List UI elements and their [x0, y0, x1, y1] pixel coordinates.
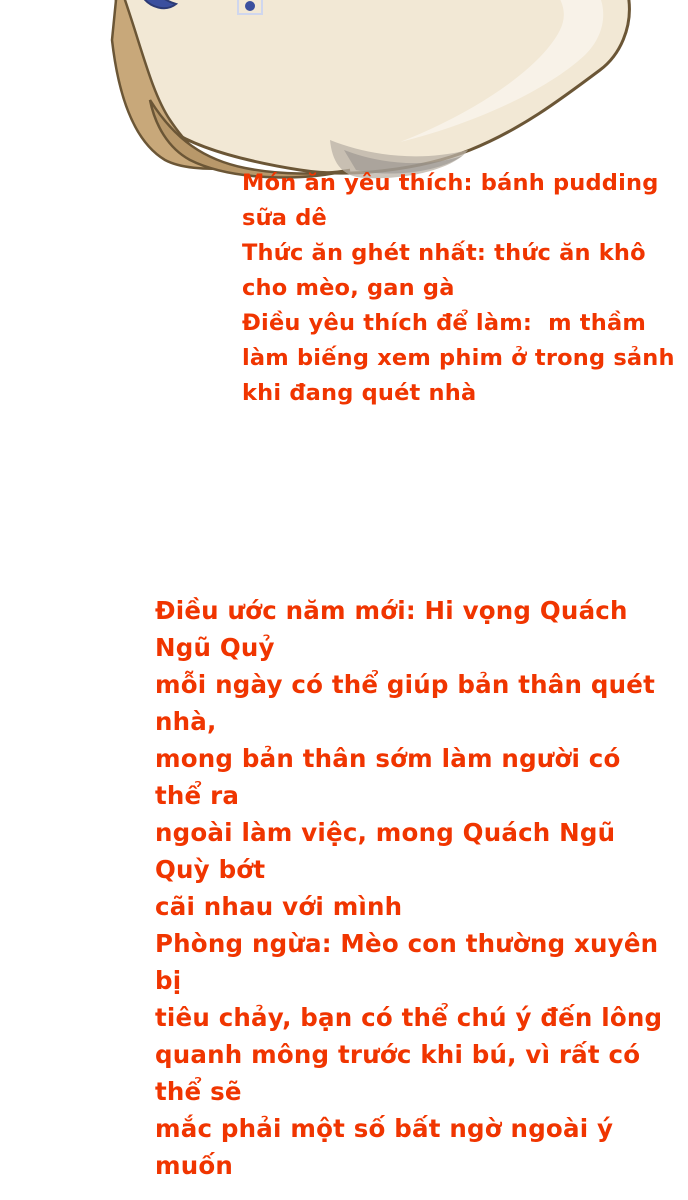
profile-line: Món ăn yêu thích: bánh pudding [242, 170, 659, 196]
wish-text-block [155, 592, 675, 1184]
wish-line: Phòng ngừa: Mèo con thường xuyên bị [155, 929, 668, 995]
profile-line: sữa dê [242, 205, 327, 231]
wish-line: quanh mông trước khi bú, vì rất có thể sẽ [155, 1040, 650, 1106]
wish-line: mắc phải một số bất ngờ ngoài ý muốn [155, 1114, 622, 1180]
profile-line: cho mèo, gan gà [242, 275, 455, 301]
wish-line: mỗi ngày có thể giúp bản thân quét nhà, [155, 670, 664, 736]
wish-line: mong bản thân sớm làm người có thể ra [155, 744, 630, 810]
profile-text-block [242, 166, 682, 411]
wish-line: Điều ước năm mới: Hi vọng Quách Ngũ Quỷ [155, 596, 637, 662]
wish-line: cãi nhau với mình [155, 892, 403, 921]
profile-line: làm biếng xem phim ở trong sảnh [242, 345, 675, 371]
wish-line: ngoài làm việc, mong Quách Ngũ Quỳ bớt [155, 818, 624, 884]
profile-line: Điều yêu thích để làm: m thầm [242, 310, 647, 336]
profile-line: Thức ăn ghét nhất: thức ăn khô [242, 240, 646, 266]
profile-line: khi đang quét nhà [242, 380, 477, 406]
wish-line: tiêu chảy, bạn có thể chú ý đến lông [155, 1003, 663, 1032]
